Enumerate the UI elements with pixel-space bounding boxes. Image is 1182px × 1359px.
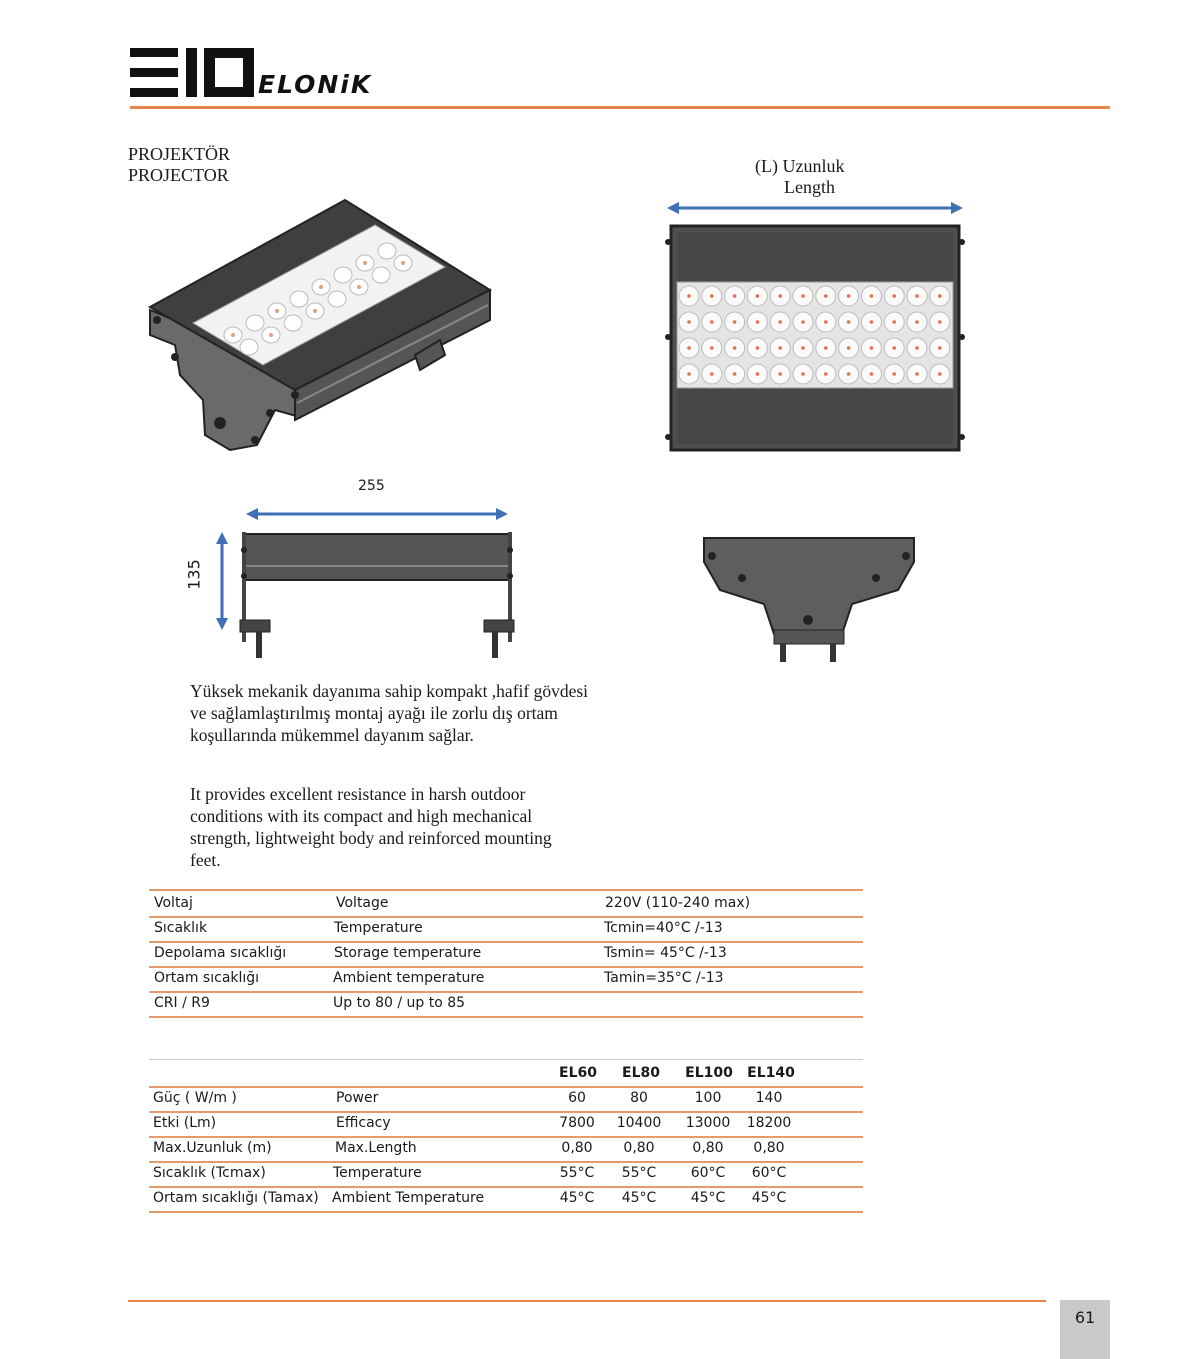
led-dot-icon	[710, 294, 714, 298]
led-dot-icon	[687, 320, 691, 324]
product-title-en: PROJECTOR	[128, 165, 229, 185]
model-value: 10400	[616, 1115, 662, 1131]
led-dot-icon	[892, 294, 896, 298]
led-dot-icon	[938, 320, 942, 324]
page-number: 61	[1060, 1300, 1110, 1359]
model-value: 55°C	[621, 1165, 657, 1181]
led-dot-icon	[801, 372, 805, 376]
model-label-tr: Sıcaklık (Tcmax)	[153, 1165, 266, 1181]
description-tr-line: Yüksek mekanik dayanıma sahip kompakt ,hafif gövdesi	[190, 681, 589, 701]
table-row	[149, 1111, 863, 1138]
product-title-tr: PROJEKTÖR	[128, 144, 231, 164]
model-label-tr: Etki (Lm)	[153, 1115, 217, 1131]
projector-isometric-drawing	[145, 195, 495, 463]
model-header: EL100	[685, 1065, 733, 1081]
width-dimension-label: 255	[358, 478, 385, 494]
spec-value: Tcmin=40°C /-13	[604, 920, 723, 936]
height-dimension-arrow	[212, 530, 232, 632]
led-dot-icon	[687, 372, 691, 376]
spec-label-tr: Voltaj	[154, 895, 193, 911]
model-label-en: Ambient Temperature	[332, 1190, 485, 1206]
led-dot-icon	[870, 372, 874, 376]
description-en-line: It provides excellent resistance in harsh outdoor	[190, 784, 526, 804]
led-dot-icon	[847, 294, 851, 298]
model-value: 60	[568, 1090, 586, 1106]
description-en-line: feet.	[190, 850, 221, 870]
model-value: 7800	[559, 1115, 595, 1131]
width-dimension-arrow	[244, 504, 510, 524]
model-value: 0,80	[753, 1140, 785, 1156]
description-tr-line: ve sağlamlaştırılmış montaj ayağı ile zorlu dış ortam	[190, 703, 558, 723]
led-dot-icon	[847, 372, 851, 376]
led-dot-icon	[733, 320, 737, 324]
led-dot-icon	[733, 294, 737, 298]
led-dot-icon	[870, 320, 874, 324]
spec-label-en: Storage temperature	[334, 945, 482, 961]
table-row	[149, 1136, 863, 1163]
led-dot-icon	[824, 320, 828, 324]
brand-logo-icon	[130, 48, 256, 98]
brand-name: ELONiK	[258, 70, 373, 99]
spec-value: 220V (110-240 max)	[605, 895, 751, 911]
model-value: 45°C	[751, 1190, 787, 1206]
led-dot-icon	[870, 294, 874, 298]
model-value: 45°C	[559, 1190, 595, 1206]
model-label-tr: Güç ( W/m )	[153, 1090, 237, 1106]
footer-divider	[128, 1300, 1046, 1302]
led-dot-icon	[847, 320, 851, 324]
led-dot-icon	[915, 320, 919, 324]
led-dot-icon	[778, 320, 782, 324]
description-en	[190, 783, 552, 871]
led-dot-icon	[687, 346, 691, 350]
table-row	[149, 891, 863, 918]
led-dot-icon	[892, 346, 896, 350]
model-value: 0,80	[692, 1140, 724, 1156]
model-value: 60°C	[751, 1165, 787, 1181]
led-dot-icon	[801, 320, 805, 324]
description-tr	[190, 680, 588, 746]
spec-label-en: Up to 80 / up to 85	[333, 995, 466, 1011]
spec-label-en: Ambient temperature	[333, 970, 485, 986]
description-en-line: strength, lightweight body and reinforced mounting	[190, 828, 552, 848]
table-row	[149, 1161, 863, 1188]
header-divider	[130, 106, 1110, 109]
led-dot-icon	[915, 294, 919, 298]
projector-side-view-drawing	[236, 530, 518, 662]
model-label-en: Efficacy	[336, 1115, 391, 1131]
led-dot-icon	[824, 294, 828, 298]
model-value: 60°C	[690, 1165, 726, 1181]
led-dot-icon	[756, 294, 760, 298]
model-value: 45°C	[621, 1190, 657, 1206]
spec-label-tr: Ortam sıcaklığı	[154, 970, 260, 986]
table-row	[149, 941, 863, 968]
description-tr-line: koşullarında mükemmel dayanım sağlar.	[190, 725, 474, 745]
spec-value: Tsmin= 45°C /-13	[604, 945, 727, 961]
height-dimension-label: 135	[184, 559, 204, 590]
table-row	[149, 991, 863, 1018]
model-label-en: Max.Length	[335, 1140, 417, 1156]
model-header: EL140	[747, 1065, 795, 1081]
led-dot-icon	[892, 320, 896, 324]
model-value: 55°C	[559, 1165, 595, 1181]
led-dot-icon	[915, 372, 919, 376]
led-dot-icon	[756, 372, 760, 376]
spec-label-en: Voltage	[336, 895, 389, 911]
model-value: 0,80	[623, 1140, 655, 1156]
led-dot-icon	[847, 346, 851, 350]
length-label-tr: (L) Uzunluk	[755, 156, 845, 176]
model-label-tr: Ortam sıcaklığı (Tamax)	[153, 1190, 319, 1206]
table-row	[149, 1186, 863, 1213]
projector-end-view-drawing	[702, 534, 916, 664]
model-value: 140	[755, 1090, 783, 1106]
model-label-en: Power	[336, 1090, 379, 1106]
model-value: 18200	[746, 1115, 792, 1131]
spec-value: Tamin=35°C /-13	[604, 970, 724, 986]
led-dot-icon	[824, 372, 828, 376]
table-row	[149, 916, 863, 943]
model-value: 0,80	[561, 1140, 593, 1156]
led-dot-icon	[938, 294, 942, 298]
table-row	[149, 966, 863, 993]
led-dot-icon	[938, 372, 942, 376]
model-header: EL80	[622, 1065, 660, 1081]
led-dot-icon	[870, 346, 874, 350]
led-dot-icon	[824, 346, 828, 350]
length-dimension-arrow	[665, 198, 965, 218]
led-dot-icon	[756, 346, 760, 350]
led-dot-icon	[778, 372, 782, 376]
spec-label-en: Temperature	[334, 920, 423, 936]
led-dot-icon	[733, 346, 737, 350]
led-dot-icon	[710, 320, 714, 324]
led-dot-icon	[938, 346, 942, 350]
table-header-row	[149, 1061, 863, 1088]
length-label-en: Length	[784, 177, 835, 197]
led-dot-icon	[687, 294, 691, 298]
model-header: EL60	[559, 1065, 597, 1081]
model-value: 80	[630, 1090, 648, 1106]
led-dot-icon	[710, 346, 714, 350]
model-table-top-rule	[149, 1059, 863, 1060]
led-dot-icon	[778, 294, 782, 298]
led-dot-icon	[756, 320, 760, 324]
table-row	[149, 1086, 863, 1113]
led-dot-icon	[801, 294, 805, 298]
model-label-tr: Max.Uzunluk (m)	[153, 1140, 272, 1156]
spec-label-tr: CRI / R9	[154, 995, 210, 1011]
led-dot-icon	[778, 346, 782, 350]
led-dot-icon	[801, 346, 805, 350]
model-value: 13000	[685, 1115, 731, 1131]
spec-label-tr: Depolama sıcaklığı	[154, 945, 287, 961]
model-value: 100	[694, 1090, 722, 1106]
model-value: 45°C	[690, 1190, 726, 1206]
model-label-en: Temperature	[333, 1165, 422, 1181]
led-dot-icon	[892, 372, 896, 376]
projector-top-view-drawing	[665, 222, 965, 454]
spec-label-tr: Sıcaklık	[154, 920, 208, 936]
led-dot-icon	[710, 372, 714, 376]
led-dot-icon	[733, 372, 737, 376]
description-en-line: conditions with its compact and high mechanical	[190, 806, 533, 826]
led-dot-icon	[915, 346, 919, 350]
